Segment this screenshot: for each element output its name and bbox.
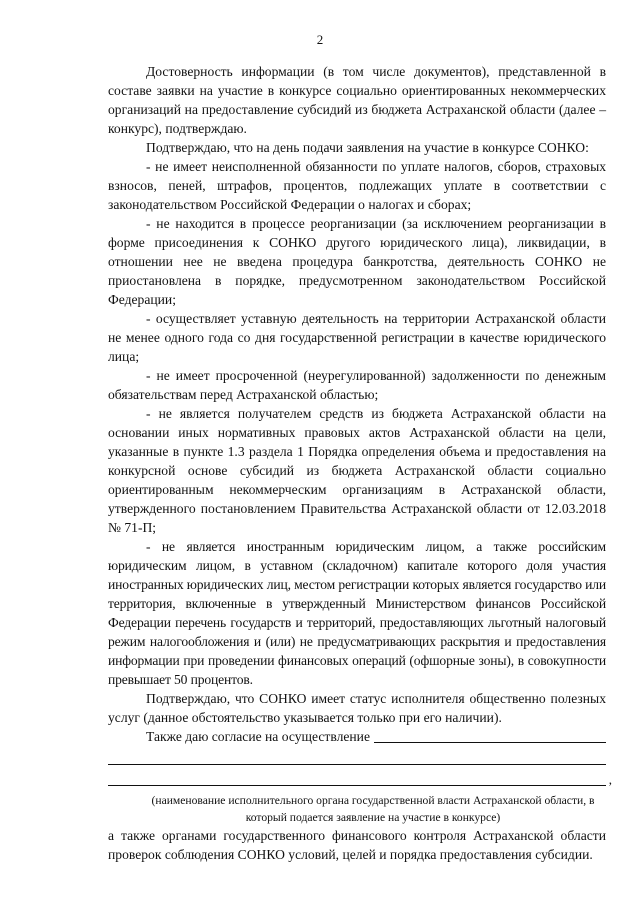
paragraph-financial-control: а также органами государственного финансового контроля Астраханской области проверок соблюдения СОНКО условий, целей и порядка предоставления субсидии.	[108, 828, 606, 862]
condition-not-budget-recipient: - не является получателем средств из бюджета Астраханской области на основании иных нормативных правовых актов Астраханской области на цели, указанные в пункте 1.3 раздела 1 Порядка определения объема и предоставления на конкурсной основе субсидий из бюджета Астраханской области социально ориентированным некоммерческим организациям в Астраханской области, утвержденного постановлением Правительства Астраханской области от 12.03.2018 № 71-П;	[108, 406, 606, 535]
condition-no-overdue-debt: - не имеет просроченной (неурегулированной) задолженности по денежным обязательствам перед Астраханской областью;	[108, 368, 606, 402]
consent-blank-line-2[interactable]	[108, 750, 606, 765]
consent-label: Также даю согласие на осуществление	[146, 729, 370, 744]
paragraph-reliability: Достоверность информации (в том числе документов), представленной в составе заявки на участие в конкурсе социально ориентированных некоммерческих организаций на предоставление субсидий из бюджета Астраханской области (далее – конкурс), подтверждаю.	[108, 64, 606, 136]
condition-no-reorganization: - не находится в процессе реорганизации (за исключением реорганизации в форме присоединения к СОНКО другого юридического лица), ликвидации, в отношении нее не введена процедура банкротства, деятельность СОНКО не приостановлена в порядке, предусмотренном законодательством Российской Федерации;	[108, 216, 606, 307]
condition-no-tax-debt: - не имеет неисполненной обязанности по уплате налогов, сборов, страховых взносов, пеней, штрафов, процентов, подлежащих уплате в соответствии с законодательством Российской Федерации о налогах и сборах;	[108, 159, 606, 212]
page-number: 2	[316, 32, 324, 47]
condition-not-foreign-entity: - не является иностранным юридическим лицом, а также российским юридическим лицом, в уставном (складочном) капитале которого доля участия иностранных юридических лиц, местом регистрации которых является государство или территория, включенные в утвержденный Министерством финансов Российской Федерации перечень государств и территорий, предоставляющих льготный налоговый режим налогообложения и (или) не предусматривающих раскрытия и предоставления информации при проведении финансовых операций (офшорные зоны), в совокупности превышает 50 процентов.	[108, 539, 606, 687]
condition-statutory-activity: - осуществляет уставную деятельность на территории Астраханской области не менее одного года со дня государственной регистрации в качестве юридического лица;	[108, 311, 606, 364]
consent-row	[108, 727, 606, 746]
paragraph-confirm-intro: Подтверждаю, что на день подачи заявления на участие в конкурсе СОНКО:	[146, 140, 589, 155]
comma-mark: ,	[608, 772, 612, 787]
paragraph-public-service-status: Подтверждаю, что СОНКО имеет статус исполнителя общественно полезных услуг (данное обстоятельство указывается только при его наличии).	[108, 691, 606, 725]
consent-blank-line[interactable]	[374, 728, 606, 743]
consent-blank-line-3[interactable]	[108, 771, 612, 787]
document-body	[108, 62, 612, 864]
authority-name-caption: (наименование исполнительного органа государственной власти Астраханской области, в который подается заявление на участие в конкурсе)	[151, 794, 595, 824]
